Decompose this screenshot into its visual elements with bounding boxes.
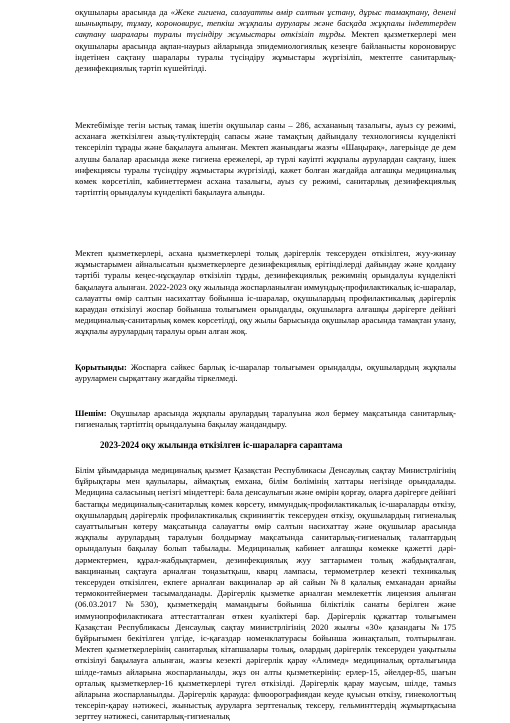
- conclusion-label: Қорытынды:: [75, 362, 127, 372]
- section-heading: 2023-2024 оқу жылында өткізілген іс-шараларға сараптама: [100, 440, 343, 450]
- paragraph-medical-staff: Мектеп қызметкерлері, асхана қызметкерлері толық дәрігерлік тексеруден өткізілген, жуу-жинау жұмыстарымен айналысатын қызметкерлерге дезинфекциялық ерітінділерді дайындау және қолдану тәртібі туралы кеңес-нұсқаулар өткізіліп тұрды, дезинфекциялық режимнің орындалуы күнделікті бақылауға алынған. 2022-2023 оқу жылында жоспарланылған иммундық-профилактикалық іс-шаралар, салауатты өмір салтын насихаттау бойынша іс-шаралар, оқушылардың профилактикалық дәрігерлік караудан өткізілуі жоспар бойынша толығымен орындалды, оқушыларға алғашқы дәрігерге дейінгі медициналық-санитарлық көмек көрсетілді, оқу жылы барысында оқушылар арасында тамақтан улану, жұқпалы аурулардың таралуы орын алған жоқ.: [75, 248, 456, 337]
- paragraph-canteen: Мектебімізде тегін ыстық тамақ ішетін оқушылар саны – 286, асхананың тазалығы, ауыз су режимі, асханаға жеткізілген азық-түліктердің сапасы және тамақтың дайындалу технологиясы күнделікті тексеріліп тұрады және бақылауға алынған. Мектеп жанындағы жазғы «Шаңырақ», лагерьінде де дем алушы балалар арасында жеке гигиена ережелері, әр түрлі кауіпті жұқпалы аурулардан сақтану, ішек инфекциясы туралы түсіндіру жұмыстары жүргізілді, кажет болған жағдайда алғашқы медициналық көмек көрсетіліп, кабинеттермен асхана тазалығы, ауыз су режимі, санитарлық дезинфекциялық тәртіптің орындалуы күнделікті бақылауға алынды.: [75, 120, 456, 198]
- paragraph-analysis: Білім ұйымдарында медициналық қызмет Қазақстан Республикасы Денсаулық сақтау Министрлігінің бұйрықтары мен қаулылары, аймақтық емхана, білім бөлімінің хаттары негізінде орындалады. Медицина саласының негізгі міндеттері: бала денсаулығын және өмірін қорғау, оларға дәрігерге дейінгі бастапқы медициналық-санитарлық көмек көрсету, иммундық-профилактикалық іс-шараларды өткізу, оқушылардың дәрігерлік профилактикалық скринингтік тексеруден өткізу, оқушылардың гигиеналық сауаттылығын көтеру мақсатында салауатты өмір салтын насихаттау және оқушылар арасында жұқпалы аурулардың таралуын болдырмау мақсатында санитарлық-гигиеналық талаптардың орындалуын бақылау болып табылады. Медициналық кабинет алғашқы көмекке қажетті дәрі-дәрмектермен, құрал-жабдықтармен, дезинфекциялық жуу заттарымен толық жабдықталған, вакцинаның сақтауға арналған тоңазытқыш, кварц лампасы, термометрлер кезекті техникалық тексеруден өткізілген, екпеге арналған вакциналар әр ай сайын №8 қалалық емханадан арнайы термоконтейнермен тасымалданады. Дәрігерлік қызметке арналған мемлекеттік лицензия алынған (06.03.2017 №530), қызметкердің мамандығы бойынша біліктілік санаты берілген және иммунопрофилактикаға аттестатталған өткен куәліктері бар. Дәрігерлік құжаттар толығымен Қазақстан Республикасы Денсаулық сақтау министрлігінің 2020 жылғы «30» қазандағы №175 бұйрығымен бекітілген үлгіде, іс-қағаздар номенклатурасы бойынша жинақталып, толтырылған. Мектеп қызметкерлерінің санитарлық кітапшалары толық, олардың дәрігерлік тексеруден уақытылы өткізілуі бақылауға алынған, жазғы кезекті дәрігерлік қарау «Алимед» медициналық орталығында шілде-тамыз айларына жоспарланылды, жұз он алты қызметкерінің: ерлер-15, әйелдер-85, шағын орталық қызметкерлер-16 қызметкерлері түгел өткізілді. Дәрігерлік қарау маусым, шілде, тамыз айларына жоспарланылды. Дәрігерлік қарауда: флюорографиядан кеуде қуысын өткізу, гинекологтың тексеріп-қарау нәтижесі, жыныстық ауруларға зерттеналық тексеру, гельминттердің жұмыртқасына зерттеу нәтижесі, санитарлық-гигиеналық: [75, 465, 456, 722]
- paragraph-conclusion: Қорытынды: Жоспарға сәйкес барлық іс-шаралар толығымен орындалды, оқушылардың жұқпалы аурулармен сырқаттану жағдайы тіркелмеді.: [75, 362, 456, 384]
- decision-label: Шешім:: [75, 408, 107, 418]
- paragraph-decision: Шешім: Оқушылар арасында жұқпалы арулардың таралуына жол бермеу мақсатында санитарлық-гигиеналық тәртіптің орындалуына бақылау жандандыру.: [75, 408, 456, 430]
- paragraph-opening: оқушылары арасында да «Жеке гигиена, салауатты өмір салтын ұстану, дұрыс тамақтану, денені шынықтыру, тұмау, короновирус, тепкіш жұқпалы аурулары және басқада жұқпалы індеттерден сақтану шаралары туралы түсіндіру жұмыстары өткізіліп тұрды. Мектеп қызметкерлері мен оқушылары арасында ақпан-наурыз айларында эпидемиологиялық кезеңге байланысты короновирус індетінен сақтану шаралары туралы түсіндіру жұмыстары жүргізіліп, мектепте санитарлық-дезинфекциялық тәртіп күшейтілді.: [75, 7, 456, 74]
